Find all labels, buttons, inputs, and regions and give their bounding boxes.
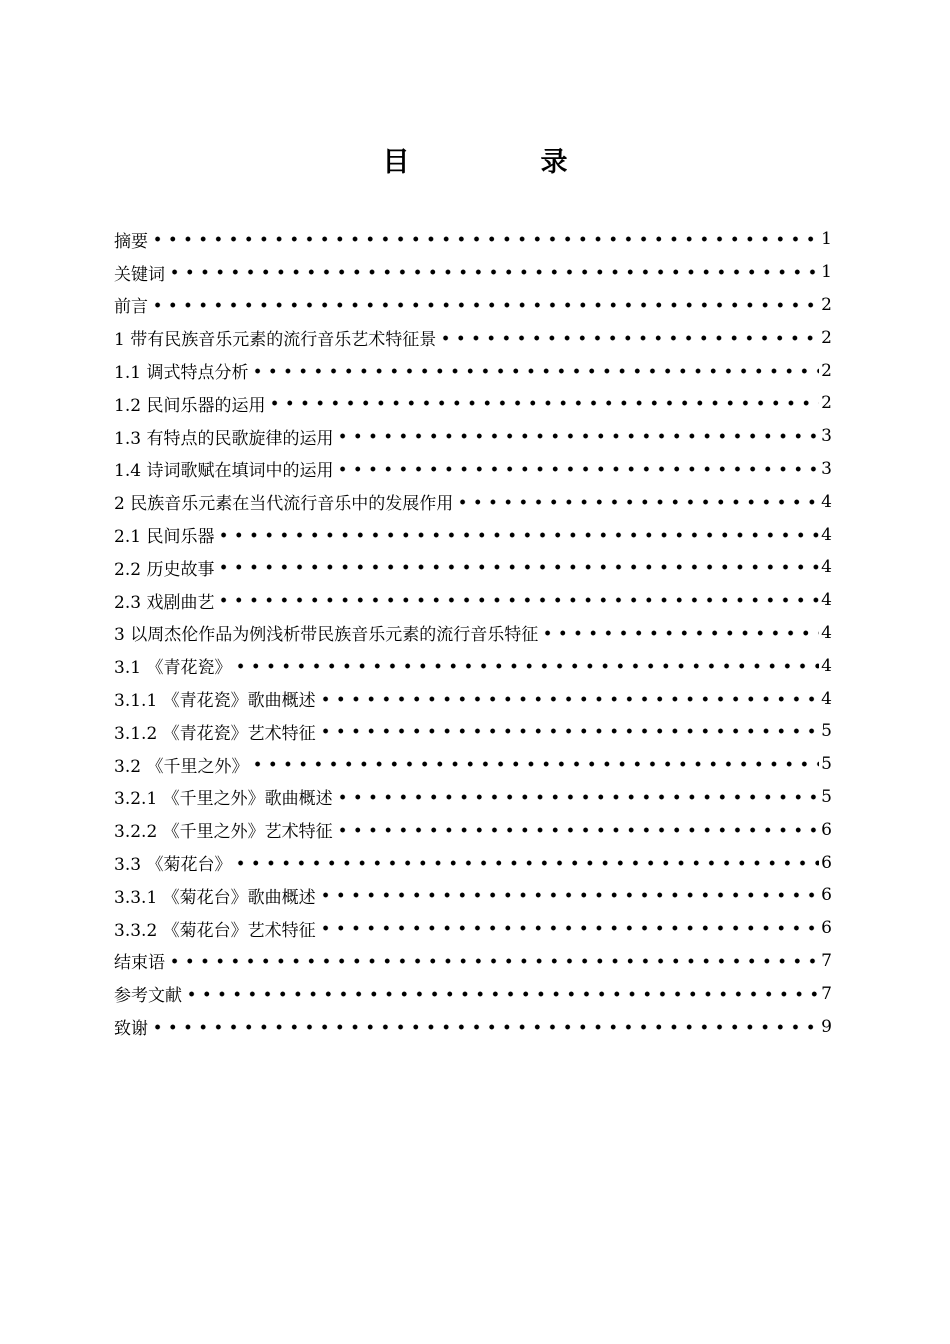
dot-leader xyxy=(318,728,820,734)
dot-leader xyxy=(318,892,820,898)
toc-entry[interactable] xyxy=(114,977,832,1010)
toc-entry[interactable] xyxy=(114,223,832,256)
toc-entry-title: 关键词 xyxy=(114,264,165,285)
toc-entry-page-number: 4 xyxy=(821,590,832,611)
toc-entry[interactable] xyxy=(114,649,832,682)
toc-entry-title: 3.3.1 《菊花台》歌曲概述 xyxy=(114,887,316,908)
toc-entry[interactable] xyxy=(114,846,832,879)
toc-entry-page-number: 4 xyxy=(821,557,832,578)
toc-entry[interactable] xyxy=(114,813,832,846)
dot-leader xyxy=(233,663,819,669)
toc-entry[interactable] xyxy=(114,682,832,715)
toc-entry-title: 摘要 xyxy=(114,231,148,252)
dot-leader xyxy=(438,335,819,341)
toc-entry-title: 结束语 xyxy=(114,953,165,974)
dot-leader xyxy=(216,564,819,570)
toc-entry-title: 3.3 《菊花台》 xyxy=(114,855,232,876)
toc-entry[interactable] xyxy=(114,715,832,748)
toc-entry-page-number: 3 xyxy=(821,426,832,447)
toc-entry[interactable] xyxy=(114,584,832,617)
dot-leader xyxy=(150,302,819,308)
toc-entry-title: 2.1 民间乐器 xyxy=(114,527,215,548)
dot-leader xyxy=(184,991,819,997)
toc-entry-page-number: 2 xyxy=(821,360,832,381)
toc-list xyxy=(114,223,832,1043)
toc-entry-title: 3.1.2 《青花瓷》艺术特征 xyxy=(114,723,316,744)
toc-entry-page-number: 4 xyxy=(821,655,832,676)
toc-entry-title: 1.2 民间乐器的运用 xyxy=(114,395,266,416)
toc-entry[interactable] xyxy=(114,289,832,322)
toc-entry-page-number: 4 xyxy=(821,688,832,709)
toc-entry-title: 1 带有民族音乐元素的流行音乐艺术特征景 xyxy=(114,330,437,351)
toc-entry-page-number: 6 xyxy=(821,885,832,906)
toc-entry-page-number: 2 xyxy=(821,393,832,414)
toc-entry[interactable] xyxy=(114,420,832,453)
toc-entry-title: 3.2.1 《千里之外》歌曲概述 xyxy=(114,789,333,810)
dot-leader xyxy=(335,794,820,800)
toc-entry-page-number: 3 xyxy=(821,458,832,479)
toc-entry[interactable] xyxy=(114,879,832,912)
toc-entry-page-number: 7 xyxy=(821,950,832,971)
toc-entry[interactable] xyxy=(114,354,832,387)
toc-entry-title: 1.3 有特点的民歌旋律的运用 xyxy=(114,428,334,449)
toc-entry-page-number: 6 xyxy=(821,918,832,939)
toc-entry-page-number: 4 xyxy=(821,491,832,512)
toc-entry[interactable] xyxy=(114,485,832,518)
toc-entry-page-number: 5 xyxy=(821,721,832,742)
toc-entry-page-number: 1 xyxy=(821,262,832,283)
toc-entry[interactable] xyxy=(114,781,832,814)
toc-title: 目 录 xyxy=(382,147,620,178)
dot-leader xyxy=(250,761,819,767)
dot-leader xyxy=(250,368,819,374)
toc-entry-title: 参考文献 xyxy=(114,986,182,1007)
toc-entry-title: 3 以周杰伦作品为例浅析带民族音乐元素的流行音乐特征 xyxy=(114,625,539,646)
toc-entry-title: 2.3 戏剧曲艺 xyxy=(114,592,215,613)
toc-entry-title: 2 民族音乐元素在当代流行音乐中的发展作用 xyxy=(114,494,454,515)
toc-entry[interactable] xyxy=(114,387,832,420)
dot-leader xyxy=(216,532,819,538)
toc-entry[interactable] xyxy=(114,1010,832,1043)
toc-entry-title: 3.2 《千里之外》 xyxy=(114,756,249,777)
toc-entry-page-number: 7 xyxy=(821,983,832,1004)
toc-entry[interactable] xyxy=(114,551,832,584)
toc-entry-page-number: 2 xyxy=(821,327,832,348)
toc-entry[interactable] xyxy=(114,321,832,354)
toc-entry[interactable] xyxy=(114,617,832,650)
dot-leader xyxy=(540,630,819,636)
dot-leader xyxy=(267,400,819,406)
toc-entry-page-number: 6 xyxy=(821,819,832,840)
dot-leader xyxy=(150,236,819,242)
dot-leader xyxy=(335,466,819,472)
toc-entry-title: 1.4 诗词歌赋在填词中的运用 xyxy=(114,461,334,482)
toc-entry-title: 3.3.2 《菊花台》艺术特征 xyxy=(114,920,316,941)
dot-leader xyxy=(335,433,819,439)
dot-leader xyxy=(455,499,819,505)
toc-entry-page-number: 9 xyxy=(821,1016,832,1037)
dot-leader xyxy=(318,696,820,702)
toc-entry-title: 3.1.1 《青花瓷》歌曲概述 xyxy=(114,691,316,712)
dot-leader xyxy=(233,860,819,866)
dot-leader xyxy=(335,827,820,833)
toc-entry-page-number: 1 xyxy=(821,229,832,250)
toc-entry-page-number: 6 xyxy=(821,852,832,873)
toc-entry-page-number: 5 xyxy=(821,754,832,775)
toc-entry-title: 致谢 xyxy=(114,1019,148,1040)
toc-entry[interactable] xyxy=(114,945,832,978)
toc-entry[interactable] xyxy=(114,453,832,486)
toc-entry-title: 3.2.2 《千里之外》艺术特征 xyxy=(114,822,333,843)
toc-entry-page-number: 5 xyxy=(821,786,832,807)
toc-entry-title: 2.2 历史故事 xyxy=(114,559,215,580)
toc-entry-page-number: 2 xyxy=(821,294,832,315)
dot-leader xyxy=(167,269,819,275)
toc-entry[interactable] xyxy=(114,912,832,945)
toc-entry[interactable] xyxy=(114,748,832,781)
dot-leader xyxy=(318,925,820,931)
toc-entry-title: 前言 xyxy=(114,297,148,318)
toc-entry[interactable] xyxy=(114,518,832,551)
dot-leader xyxy=(150,1024,819,1030)
toc-entry-title: 1.1 调式特点分析 xyxy=(114,363,249,384)
toc-entry-title: 3.1 《青花瓷》 xyxy=(114,658,232,679)
dot-leader xyxy=(167,958,819,964)
toc-entry[interactable] xyxy=(114,256,832,289)
dot-leader xyxy=(216,597,819,603)
toc-entry-page-number: 4 xyxy=(821,524,832,545)
toc-entry-page-number: 4 xyxy=(821,622,832,643)
